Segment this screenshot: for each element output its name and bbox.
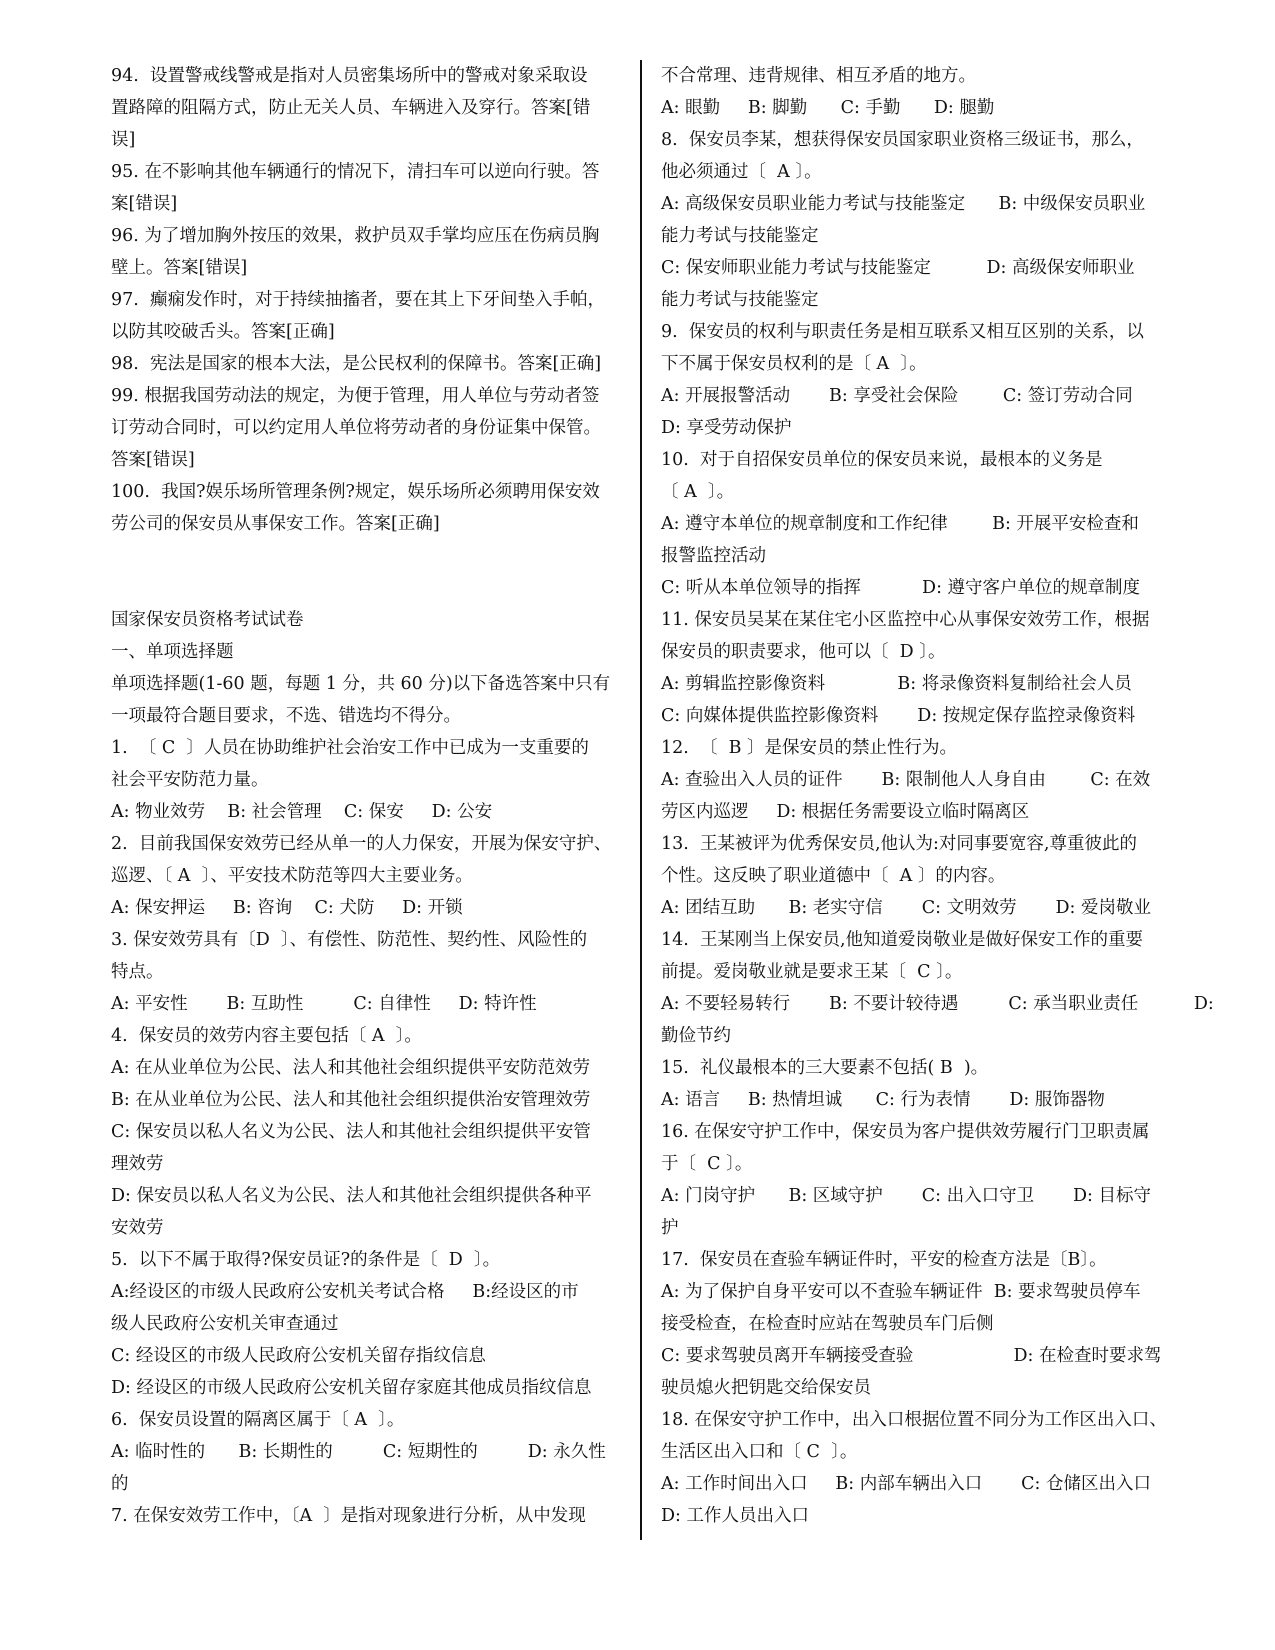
text-line: C: 要求驾驶员离开车辆接受查验 D: 在检查时要求驾 [661,1346,1162,1366]
text-line: 国家保安员资格考试试卷 [111,610,304,630]
text-line: A: 开展报警活动 B: 享受社会保险 C: 签订劳动合同 [661,386,1133,406]
text-line: 3. 保安效劳具有〔D 〕、有偿性、防范性、契约性、风险性的 [111,930,588,950]
text-line: C: 经设区的市级人民政府公安机关留存指纹信息 [111,1346,486,1366]
text-line: 生活区出入口和〔 C 〕。 [661,1442,858,1462]
text-line: 2. 目前我国保安效劳已经从单一的人力保安，开展为保安守护、 [111,834,612,854]
text-line: 答案[错误] [111,450,195,470]
text-line: 10. 对于自招保安员单位的保安员来说，最根本的义务是 [661,450,1103,470]
text-line: 7. 在保安效劳工作中，〔A 〕是指对现象进行分析，从中发现 [111,1506,586,1526]
text-line: 勤俭节约 [661,1026,731,1046]
text-line: 级人民政府公安机关审查通过 [111,1314,339,1334]
text-line: 个性。这反映了职业道德中〔 A 〕的内容。 [661,866,1006,886]
text-line: C: 向媒体提供监控影像资料 D: 按规定保存监控录像资料 [661,706,1136,726]
text-line: 97. 癫痫发作时，对于持续抽搐者，要在其上下牙间垫入手帕， [111,290,605,310]
text-line: 前提。爱岗敬业就是要求王某〔 C 〕。 [661,962,963,982]
text-line: 保安员的职责要求，他可以〔 D 〕。 [661,642,946,662]
text-line: A: 在从业单位为公民、法人和其他社会组织提供平安防范效劳 [111,1058,591,1078]
text-line: A: 临时性的 B: 长期性的 C: 短期性的 D: 永久性 [111,1442,606,1462]
text-line: 安效劳 [111,1218,164,1238]
text-line: B: 在从业单位为公民、法人和其他社会组织提供治安管理效劳 [111,1090,591,1110]
text-line: 理效劳 [111,1154,164,1174]
text-line: D: 保安员以私人名义为公民、法人和其他社会组织提供各种平 [111,1186,592,1206]
text-line [111,540,619,572]
text-line: A: 平安性 B: 互助性 C: 自律性 D: 特许性 [111,994,537,1014]
text-line: C: 听从本单位领导的指挥 D: 遵守客户单位的规章制度 [661,578,1141,598]
text-line: 的 [111,1474,129,1494]
text-line: A: 语言 B: 热情坦诚 C: 行为表情 D: 服饰器物 [661,1090,1105,1110]
text-line: 劳区内巡逻 D: 根据任务需要设立临时隔离区 [661,802,1030,822]
text-line: 不合常理、违背规律、相互矛盾的地方。 [661,66,976,86]
text-line: A: 团结互助 B: 老实守信 C: 文明效劳 D: 爱岗敬业 [661,898,1152,918]
text-line: 17. 保安员在查验车辆证件时，平安的检查方法是〔B〕。 [661,1250,1107,1270]
text-line: 〔 A 〕。 [661,482,735,502]
column-divider [640,60,642,1540]
text-line: A: 为了保护自身平安可以不查验车辆证件 B: 要求驾驶员停车 [661,1282,1141,1302]
text-line: 9. 保安员的权利与职责任务是相互联系又相互区别的关系，以 [661,322,1144,342]
text-line: 置路障的阻隔方式，防止无关人员、车辆进入及穿行。答案[错 [111,98,591,118]
text-line: 13. 王某被评为优秀保安员,他认为:对同事要宽容,尊重彼此的 [661,834,1137,854]
text-line: 单项选择题(1-60 题，每题 1 分，共 60 分)以下备选答案中只有 [111,674,611,694]
text-line: C: 保安员以私人名义为公民、法人和其他社会组织提供平安管 [111,1122,591,1142]
text-line: A: 门岗守护 B: 区域守护 C: 出入口守卫 D: 目标守 [661,1186,1152,1206]
right-column [661,60,1214,1532]
text-line: 能力考试与技能鉴定 [661,290,819,310]
text-line: 100. 我国?娱乐场所管理条例?规定，娱乐场所必须聘用保安效 [111,482,600,502]
text-line: A: 高级保安员职业能力考试与技能鉴定 B: 中级保安员职业 [661,194,1146,214]
text-line: 1. 〔 C 〕人员在协助维护社会治安工作中已成为一支重要的 [111,738,589,758]
text-line: 劳公司的保安员从事保安工作。答案[正确] [111,514,440,534]
text-line: A: 工作时间出入口 B: 内部车辆出入口 C: 仓储区出入口 [661,1474,1152,1494]
text-line: C: 保安师职业能力考试与技能鉴定 D: 高级保安师职业 [661,258,1135,278]
text-line [111,572,619,604]
text-line: 12. 〔 B 〕是保安员的禁止性行为。 [661,738,958,758]
text-line: D: 享受劳动保护 [661,418,792,438]
text-line: A: 不要轻易转行 B: 不要计较待遇 C: 承当职业责任 D: [661,994,1214,1014]
text-line: 他必须通过〔 A 〕。 [661,162,822,182]
text-line: 5. 以下不属于取得?保安员证?的条件是〔 D 〕。 [111,1250,501,1270]
text-line: D: 工作人员出入口 [661,1506,809,1526]
text-line: 巡逻、〔 A 〕、平安技术防范等四大主要业务。 [111,866,473,886]
text-line: A: 物业效劳 B: 社会管理 C: 保安 D: 公安 [111,802,493,822]
text-line: 案[错误] [111,194,178,214]
text-line: 4. 保安员的效劳内容主要包括〔 A 〕。 [111,1026,422,1046]
left-column [111,60,619,1532]
text-line: D: 经设区的市级人民政府公安机关留存家庭其他成员指纹信息 [111,1378,592,1398]
text-line: 壁上。答案[错误] [111,258,248,278]
text-line: 能力考试与技能鉴定 [661,226,819,246]
text-line: 一、单项选择题 [111,642,234,662]
text-line: A: 查验出入人员的证件 B: 限制他人人身自由 C: 在效 [661,770,1151,790]
text-line: 社会平安防范力量。 [111,770,269,790]
text-line: 接受检查，在检查时应站在驾驶员车门后侧 [661,1314,994,1334]
text-line: 于〔 C 〕。 [661,1154,753,1174]
text-line: 15. 礼仪最根本的三大要素不包括( B )。 [661,1058,989,1078]
text-line: 误] [111,130,136,150]
text-line: 18. 在保安守护工作中，出入口根据位置不同分为工作区出入口、 [661,1410,1167,1430]
text-line: 98. 宪法是国家的根本大法，是公民权利的保障书。答案[正确] [111,354,602,374]
text-line: 14. 王某刚当上保安员,他知道爱岗敬业是做好保安工作的重要 [661,930,1144,950]
text-line: 以防其咬破舌头。答案[正确] [111,322,335,342]
text-line: 96. 为了增加胸外按压的效果，救护员双手掌均应压在伤病员胸 [111,226,600,246]
text-line: 16. 在保安守护工作中，保安员为客户提供效劳履行门卫职责属 [661,1122,1150,1142]
text-line: 95. 在不影响其他车辆通行的情况下，清扫车可以逆向行驶。答 [111,162,600,182]
text-line: A: 遵守本单位的规章制度和工作纪律 B: 开展平安检查和 [661,514,1139,534]
text-line: 特点。 [111,962,164,982]
text-line: 99. 根据我国劳动法的规定，为便于管理，用人单位与劳动者签 [111,386,600,406]
text-line: 订劳动合同时，可以约定用人单位将劳动者的身份证集中保管。 [111,418,601,438]
text-line: A: 保安押运 B: 咨询 C: 犬防 D: 开锁 [111,898,463,918]
text-line: 11. 保安员吴某在某住宅小区监控中心从事保安效劳工作，根据 [661,610,1150,630]
text-line: 8. 保安员李某，想获得保安员国家职业资格三级证书，那么， [661,130,1144,150]
text-line: A: 眼勤 B: 脚勤 C: 手勤 D: 腿勤 [661,98,995,118]
text-line: A: 剪辑监控影像资料 B: 将录像资料复制给社会人员 [661,674,1132,694]
text-line: A:经设区的市级人民政府公安机关考试合格 B:经设区的市 [111,1282,579,1302]
text-line: 6. 保安员设置的隔离区属于〔 A 〕。 [111,1410,405,1430]
text-line: 护 [661,1218,679,1238]
text-line: 一项最符合题目要求，不选、错选均不得分。 [111,706,461,726]
text-line: 94. 设置警戒线警戒是指对人员密集场所中的警戒对象采取设 [111,66,588,86]
text-line: 下不属于保安员权利的是〔 A 〕。 [661,354,927,374]
text-line: 报警监控活动 [661,546,766,566]
text-line: 驶员熄火把钥匙交给保安员 [661,1378,871,1398]
